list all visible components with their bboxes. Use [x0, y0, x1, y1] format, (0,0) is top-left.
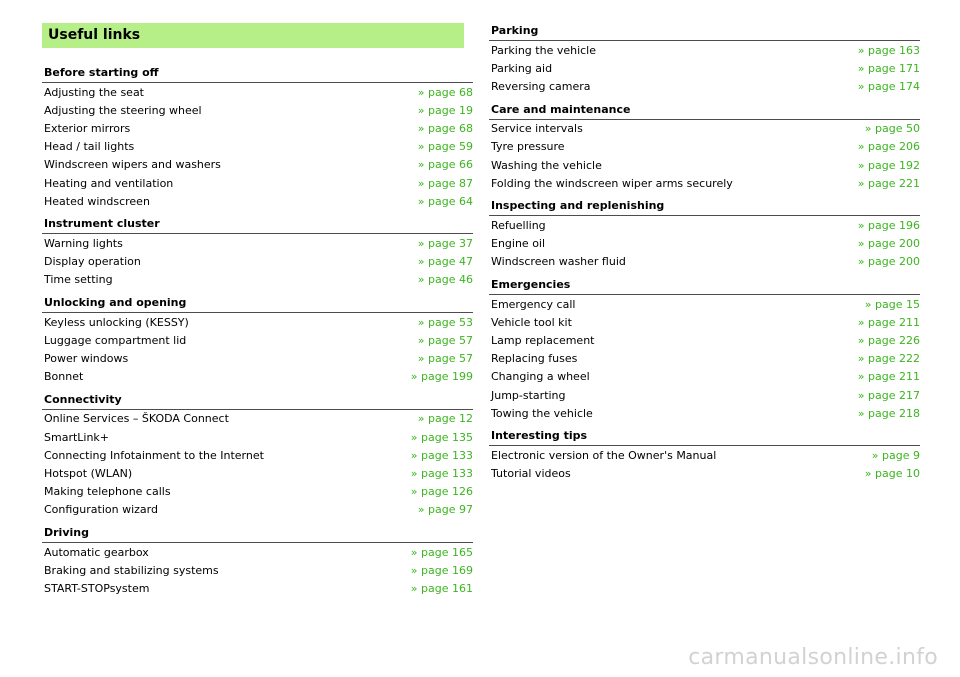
link-label: Warning lights: [44, 236, 123, 250]
page-reference-link[interactable]: » page 59: [417, 140, 473, 154]
link-row[interactable]: [42, 410, 473, 428]
page-reference-link[interactable]: » page 211: [857, 315, 920, 329]
link-row[interactable]: [42, 446, 473, 464]
link-label: Refuelling: [491, 218, 546, 232]
link-row[interactable]: [42, 271, 473, 289]
link-label: Exterior mirrors: [44, 121, 131, 135]
link-row[interactable]: [489, 138, 920, 156]
link-row[interactable]: [42, 349, 473, 367]
section-title: Parking: [489, 24, 920, 41]
page-reference-link[interactable]: » page 57: [417, 333, 473, 347]
page-reference-link[interactable]: » page 37: [417, 236, 473, 250]
link-row[interactable]: [489, 235, 920, 253]
link-row[interactable]: [42, 483, 473, 501]
page-reference-link[interactable]: » page 46: [417, 273, 473, 287]
link-row[interactable]: [489, 368, 920, 386]
section-care-and-maintenance: [489, 103, 920, 193]
section-connectivity: [42, 393, 473, 519]
page-reference-link[interactable]: » page 226: [857, 333, 920, 347]
link-row[interactable]: [489, 41, 920, 59]
link-label: Windscreen washer fluid: [491, 255, 626, 269]
link-label: START-STOPsystem: [44, 581, 150, 595]
link-row[interactable]: [489, 174, 920, 192]
section-parking: [489, 24, 920, 96]
page-reference-link[interactable]: » page 169: [410, 563, 473, 577]
link-row[interactable]: [42, 501, 473, 519]
link-row[interactable]: [42, 156, 473, 174]
section-interesting-tips: [489, 429, 920, 482]
link-row[interactable]: [489, 350, 920, 368]
section-title: Driving: [42, 526, 473, 543]
page-reference-link[interactable]: » page 133: [410, 448, 473, 462]
page-reference-link[interactable]: » page 206: [857, 140, 920, 154]
section-title: Instrument cluster: [42, 217, 473, 234]
page-reference-link[interactable]: » page 221: [857, 176, 920, 190]
page-reference-link[interactable]: » page 163: [857, 43, 920, 57]
link-label: Adjusting the seat: [44, 85, 144, 99]
link-label: Head / tail lights: [44, 140, 135, 154]
link-label: Power windows: [44, 351, 129, 365]
section-title: Connectivity: [42, 393, 473, 410]
link-label: Adjusting the steering wheel: [44, 103, 202, 117]
link-label: Electronic version of the Owner's Manual: [491, 448, 717, 462]
link-label: SmartLink+: [44, 430, 110, 444]
link-row[interactable]: [489, 253, 920, 271]
link-label: Display operation: [44, 255, 141, 269]
link-label: Jump-starting: [491, 388, 566, 402]
link-label: Heating and ventilation: [44, 176, 174, 190]
page-reference-link[interactable]: » page 19: [417, 103, 473, 117]
page-reference-link[interactable]: » page 161: [410, 581, 473, 595]
page-reference-link[interactable]: » page 222: [857, 352, 920, 366]
section-title: Care and maintenance: [489, 103, 920, 120]
link-row[interactable]: [42, 428, 473, 446]
link-label: Time setting: [44, 273, 113, 287]
link-row[interactable]: [42, 138, 473, 156]
link-row[interactable]: [42, 313, 473, 331]
link-label: Folding the windscreen wiper arms securely: [491, 176, 733, 190]
link-label: Configuration wizard: [44, 503, 158, 517]
page-reference-link[interactable]: » page 68: [417, 85, 473, 99]
page-reference-link[interactable]: » page 97: [417, 503, 473, 517]
link-row[interactable]: [42, 192, 473, 210]
link-label: Windscreen wipers and washers: [44, 158, 221, 172]
link-label: Replacing fuses: [491, 352, 578, 366]
link-label: Parking aid: [491, 61, 553, 75]
page-reference-link[interactable]: » page 87: [417, 176, 473, 190]
link-row[interactable]: [489, 156, 920, 174]
link-label: Washing the vehicle: [491, 158, 602, 172]
link-row[interactable]: [489, 59, 920, 77]
useful-links-banner: [42, 23, 464, 48]
page-reference-link[interactable]: » page 133: [410, 466, 473, 480]
link-row[interactable]: [42, 579, 473, 597]
link-row[interactable]: [42, 253, 473, 271]
page-reference-link[interactable]: » page 192: [857, 158, 920, 172]
link-label: Online Services – ŠKODA Connect: [44, 412, 229, 426]
section-unlocking-and-opening: [42, 296, 473, 386]
link-row[interactable]: [489, 120, 920, 138]
page-reference-link[interactable]: » page 10: [864, 467, 920, 481]
link-row[interactable]: [42, 331, 473, 349]
section-inspecting-and-replenishing: [489, 199, 920, 271]
page-reference-link[interactable]: » page 218: [857, 406, 920, 420]
link-label: Hotspot (WLAN): [44, 466, 133, 480]
link-label: Emergency call: [491, 297, 576, 311]
banner-title: Useful links: [48, 27, 141, 43]
link-label: Towing the vehicle: [491, 406, 593, 420]
link-row[interactable]: [489, 77, 920, 95]
page-reference-link[interactable]: » page 53: [417, 315, 473, 329]
link-label: Lamp replacement: [491, 333, 595, 347]
link-row[interactable]: [42, 561, 473, 579]
link-label: Connecting Infotainment to the Internet: [44, 448, 264, 462]
link-row[interactable]: [489, 386, 920, 404]
link-label: Bonnet: [44, 370, 84, 384]
link-label: Vehicle tool kit: [491, 315, 572, 329]
page-reference-link[interactable]: » page 64: [417, 194, 473, 208]
link-row[interactable]: [489, 295, 920, 313]
page-reference-link[interactable]: » page 66: [417, 158, 473, 172]
page-reference-link[interactable]: » page 165: [410, 545, 473, 559]
link-label: Service intervals: [491, 122, 583, 136]
link-label: Luggage compartment lid: [44, 333, 187, 347]
link-label: Automatic gearbox: [44, 545, 149, 559]
link-row[interactable]: [42, 543, 473, 561]
link-row[interactable]: [489, 465, 920, 483]
page-reference-link[interactable]: » page 217: [857, 388, 920, 402]
link-label: Keyless unlocking (KESSY): [44, 315, 189, 329]
page-reference-link[interactable]: » page 9: [871, 448, 920, 462]
link-row[interactable]: [489, 404, 920, 422]
page-reference-link[interactable]: » page 174: [857, 79, 920, 93]
link-row[interactable]: [42, 101, 473, 119]
link-row[interactable]: [489, 446, 920, 464]
link-label: Engine oil: [491, 237, 546, 251]
section-title: Unlocking and opening: [42, 296, 473, 313]
link-row[interactable]: [42, 234, 473, 252]
page-reference-link[interactable]: » page 12: [417, 412, 473, 426]
page-reference-link[interactable]: » page 196: [857, 218, 920, 232]
link-row[interactable]: [42, 464, 473, 482]
page-reference-link[interactable]: » page 126: [410, 485, 473, 499]
link-row[interactable]: [42, 174, 473, 192]
section-driving: [42, 526, 473, 598]
section-title: Before starting off: [42, 66, 473, 83]
page-reference-link[interactable]: » page 15: [864, 297, 920, 311]
page-reference-link[interactable]: » page 68: [417, 121, 473, 135]
link-label: Tyre pressure: [491, 140, 565, 154]
page-reference-link[interactable]: » page 200: [857, 255, 920, 269]
link-row[interactable]: [489, 331, 920, 349]
link-label: Braking and stabilizing systems: [44, 563, 219, 577]
link-row[interactable]: [42, 368, 473, 386]
link-row[interactable]: [42, 83, 473, 101]
page-reference-link[interactable]: » page 211: [857, 370, 920, 384]
link-row[interactable]: [489, 313, 920, 331]
section-title: Interesting tips: [489, 429, 920, 446]
page-reference-link[interactable]: » page 57: [417, 351, 473, 365]
section-title: Inspecting and replenishing: [489, 199, 920, 216]
section-instrument-cluster: [42, 217, 473, 289]
section-title: Emergencies: [489, 278, 920, 295]
page-reference-link[interactable]: » page 171: [857, 61, 920, 75]
page-reference-link[interactable]: » page 135: [410, 430, 473, 444]
link-label: Making telephone calls: [44, 485, 171, 499]
page-reference-link[interactable]: » page 50: [864, 122, 920, 136]
page-reference-link[interactable]: » page 200: [857, 237, 920, 251]
section-emergencies: [489, 278, 920, 422]
link-label: Parking the vehicle: [491, 43, 597, 57]
watermark: carmanualsonline.info: [688, 645, 938, 670]
page-reference-link[interactable]: » page 199: [410, 370, 473, 384]
link-row[interactable]: [42, 119, 473, 137]
link-label: Changing a wheel: [491, 370, 590, 384]
link-row[interactable]: [489, 216, 920, 234]
link-label: Tutorial videos: [491, 467, 571, 481]
page-reference-link[interactable]: » page 47: [417, 255, 473, 269]
link-label: Reversing camera: [491, 79, 591, 93]
link-label: Heated windscreen: [44, 194, 150, 208]
section-before-starting-off: [42, 66, 473, 210]
